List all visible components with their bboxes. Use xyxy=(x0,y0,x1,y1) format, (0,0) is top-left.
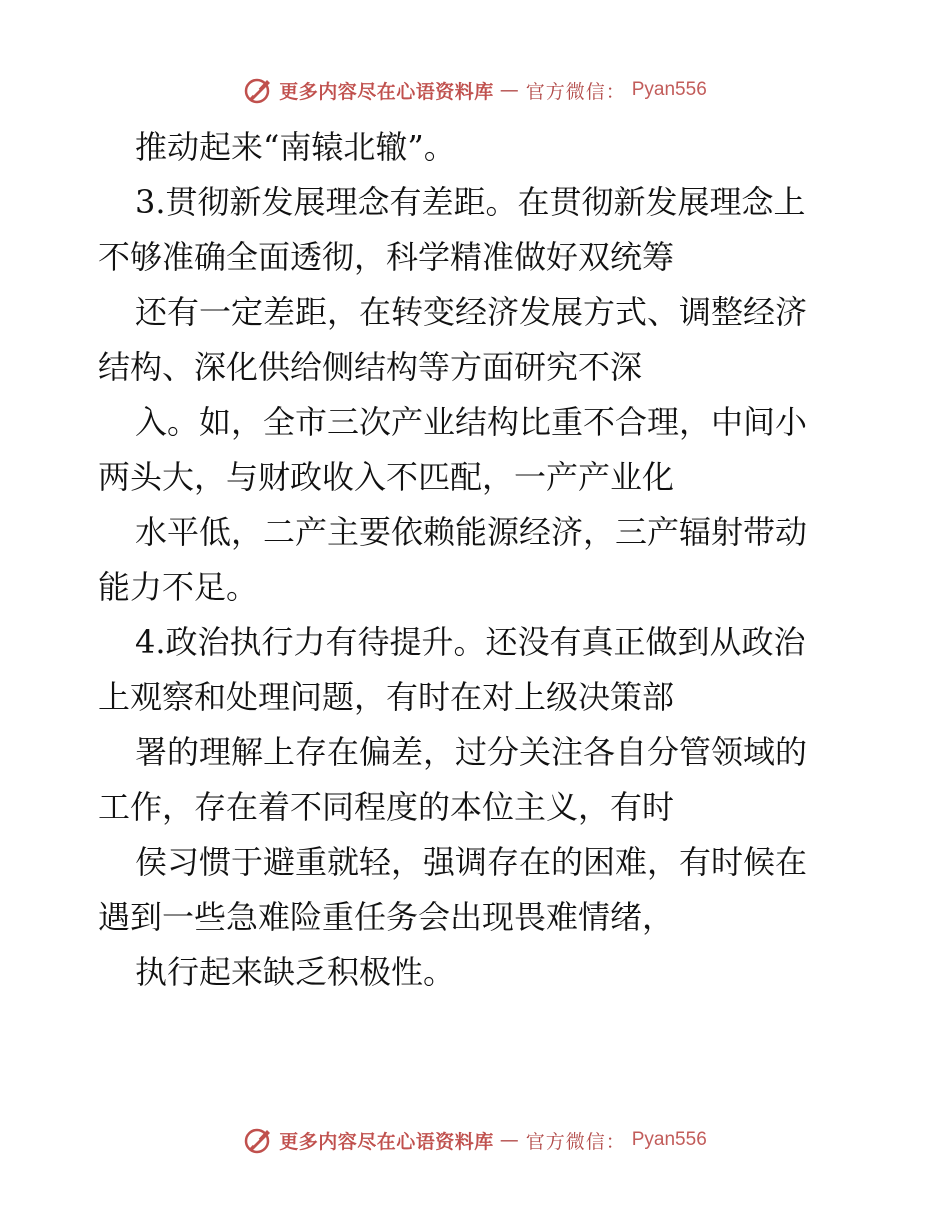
quill-logo-icon xyxy=(243,1125,273,1155)
document-body xyxy=(98,120,858,1000)
watermark-separator: — xyxy=(499,79,520,101)
watermark-wechat-id: Pyan556 xyxy=(631,79,707,100)
watermark-site-text: 更多内容尽在心语资料库 xyxy=(279,80,494,103)
watermark-site-text: 更多内容尽在心语资料库 xyxy=(279,1130,494,1153)
watermark-separator: — xyxy=(499,1129,520,1151)
watermark-wechat-label: 官方微信： xyxy=(525,1130,626,1153)
body-line: 署的理解上存在偏差，过分关注各自分管领域的 xyxy=(135,733,808,771)
body-line: 遇到一些急难险重任务会出现畏难情绪， xyxy=(98,898,675,936)
body-line: 结构、深化供给侧结构等方面研究不深 xyxy=(98,348,643,386)
body-line: 水平低，二产主要依赖能源经济，三产辐射带动 xyxy=(135,513,808,551)
body-line: 工作，存在着不同程度的本位主义，有时 xyxy=(98,788,675,826)
body-line: 能力不足。 xyxy=(98,568,259,606)
watermark-wechat-id: Pyan556 xyxy=(631,1129,707,1150)
body-line: 还有一定差距，在转变经济发展方式、调整经济 xyxy=(135,293,808,331)
page-footer-watermark xyxy=(0,1120,950,1160)
body-line: 入。如，全市三次产业结构比重不合理，中间小 xyxy=(135,403,808,441)
body-line: 执行起来缺乏积极性。 xyxy=(135,953,456,991)
body-line: 两头大，与财政收入不匹配，一产产业化 xyxy=(98,458,675,496)
page-header-watermark xyxy=(0,70,950,110)
body-line: 推动起来“南辕北辙”。 xyxy=(135,128,456,166)
body-line: 不够准确全面透彻，科学精准做好双统筹 xyxy=(98,238,675,276)
watermark-banner xyxy=(243,75,707,105)
body-line: 上观察和处理问题，有时在对上级决策部 xyxy=(98,678,675,716)
watermark-banner xyxy=(243,1125,707,1155)
body-line: 4.政治执行力有待提升。还没有真正做到从政治 xyxy=(135,623,806,661)
body-line: 3.贯彻新发展理念有差距。在贯彻新发展理念上 xyxy=(135,183,806,221)
watermark-wechat-label: 官方微信： xyxy=(525,80,626,103)
body-line: 侯习惯于避重就轻，强调存在的困难，有时候在 xyxy=(135,843,808,881)
quill-logo-icon xyxy=(243,75,273,105)
